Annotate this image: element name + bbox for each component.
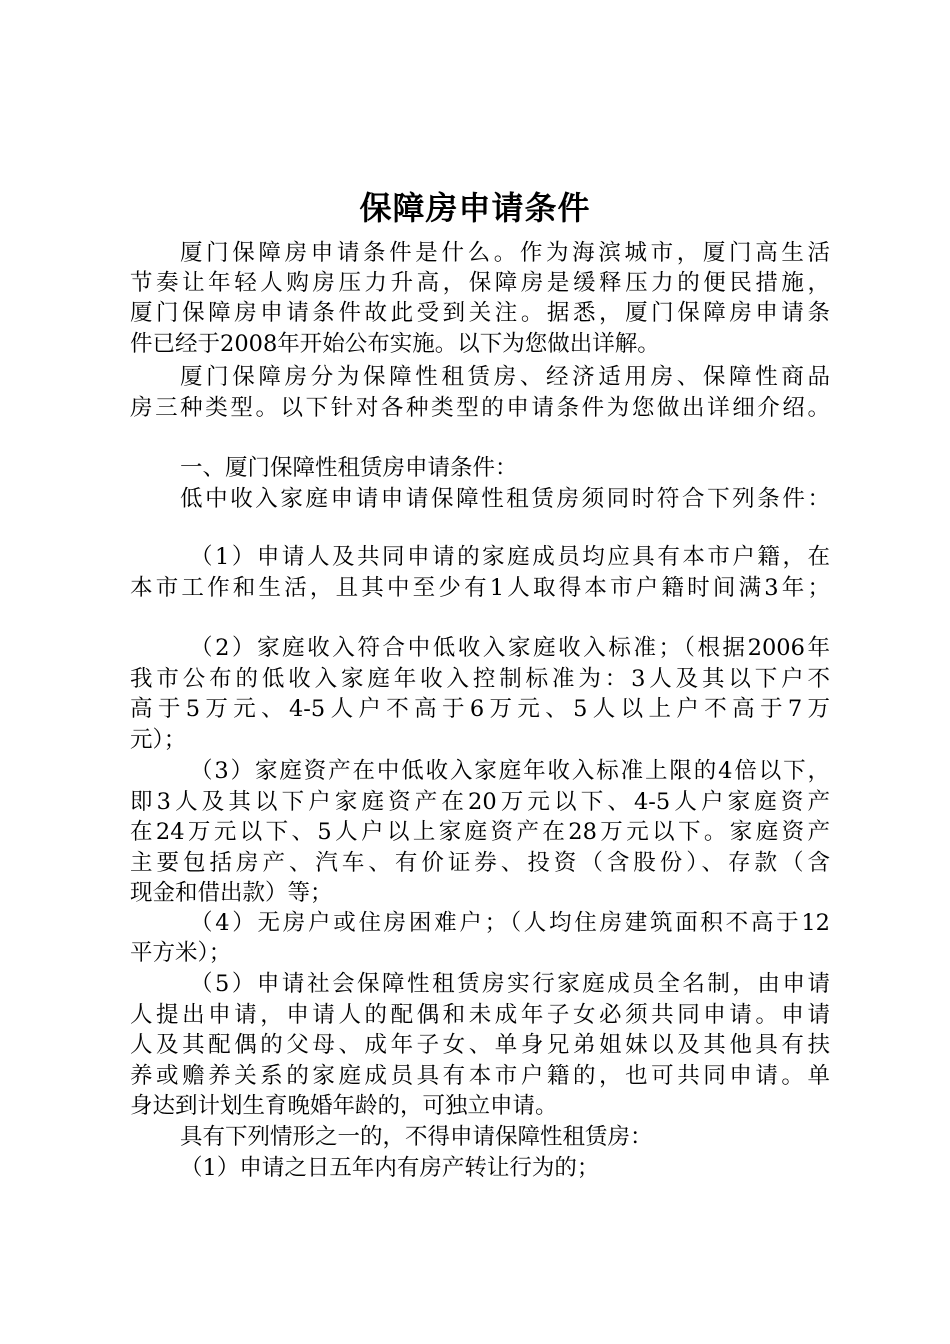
- list-item-line: （3）家庭资产在中低收入家庭年收入标准上限的4倍以下，: [190, 758, 830, 784]
- list-item-line: 即3人及其以下户家庭资产在20万元以下、4-5人户家庭资产: [130, 789, 830, 815]
- list-item-line: 现金和借出款）等；: [130, 880, 333, 906]
- list-item-line: （4）无房户或住房困难户；（人均住房建筑面积不高于12: [190, 910, 830, 936]
- list-item-line: 高于5万元、4-5人户不高于6万元、5人以上户不高于7万: [130, 696, 830, 722]
- paragraph-line: 件已经于2008年开始公布实施。以下为您做出详解。: [130, 331, 660, 357]
- section-heading: 一、厦门保障性租赁房申请条件：: [180, 455, 518, 481]
- list-item-line: 养或赡养关系的家庭成员具有本市户籍的，也可共同申请。单: [130, 1063, 830, 1089]
- paragraph-line: 具有下列情形之一的，不得申请保障性租赁房：: [180, 1124, 653, 1150]
- list-item-line: 身达到计划生育晚婚年龄的，可独立申请。: [130, 1093, 558, 1119]
- list-item-line: 我市公布的低收入家庭年收入控制标准为：3人及其以下户不: [130, 666, 830, 692]
- paragraph-line: 房三种类型。以下针对各种类型的申请条件为您做出详细介绍。: [130, 395, 830, 421]
- list-item-line: （5）申请社会保障性租赁房实行家庭成员全名制，由申请: [190, 971, 830, 997]
- list-item-line: 主要包括房产、汽车、有价证券、投资（含股份）、存款（含: [130, 850, 830, 876]
- list-item-line: （1）申请人及共同申请的家庭成员均应具有本市户籍，在: [190, 544, 830, 570]
- paragraph-line: 低中收入家庭申请申请保障性租赁房须同时符合下列条件：: [180, 486, 830, 512]
- document-title: 保障房申请条件: [359, 189, 591, 227]
- paragraph-line: 厦门保障房分为保障性租赁房、经济适用房、保障性商品: [180, 364, 830, 390]
- list-item-line: 元）；: [130, 727, 187, 753]
- paragraph-line: 节奏让年轻人购房压力升高，保障房是缓释压力的便民措施，: [130, 270, 830, 296]
- list-item-line: 人提出申请，申请人的配偶和未成年子女必须共同申请。申请: [130, 1002, 830, 1028]
- list-item-line: （1）申请之日五年内有房产转让行为的；: [180, 1155, 600, 1181]
- paragraph-line: 厦门保障房申请条件是什么。作为海滨城市，厦门高生活: [180, 240, 830, 266]
- list-item-line: （2）家庭收入符合中低收入家庭收入标准；（根据2006年: [190, 635, 830, 661]
- list-item-line: 人及其配偶的父母、成年子女、单身兄弟姐妹以及其他具有扶: [130, 1032, 830, 1058]
- list-item-line: 平方米）；: [130, 940, 232, 966]
- list-item-line: 在24万元以下、5人户以上家庭资产在28万元以下。家庭资产: [130, 819, 830, 845]
- list-item-line: 本市工作和生活，且其中至少有1人取得本市户籍时间满3年；: [130, 575, 830, 601]
- paragraph-line: 厦门保障房申请条件故此受到关注。据悉，厦门保障房申请条: [130, 300, 830, 326]
